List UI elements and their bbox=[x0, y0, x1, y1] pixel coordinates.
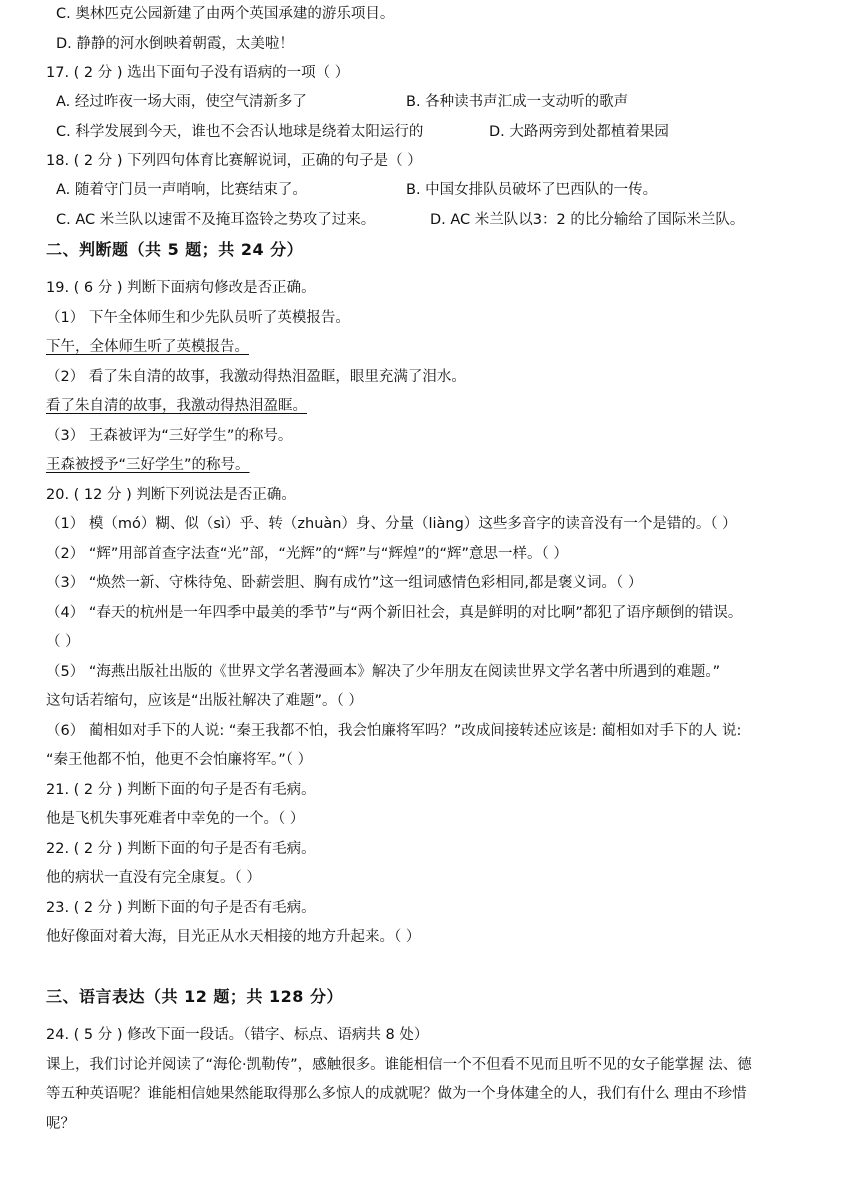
q23-header: 23. ( 2 分 ) 判断下面的句子是否有毛病。 bbox=[46, 900, 316, 916]
q16-option-d: D. 静静的河水倒映着朝霞，太美啦！ bbox=[56, 36, 294, 52]
q19-item-3-revision: 王森被授予“三好学生”的称号。 bbox=[46, 457, 250, 473]
q17-option-c: C. 科学发展到今天，谁也不会否认地球是绕着太阳运行的 bbox=[56, 124, 424, 140]
q20-header: 20. ( 12 分 ) 判断下列说法是否正确。 bbox=[46, 487, 296, 503]
q24-paragraph-line-2: 等五种英语呢？谁能相信她果然能取得那么多惊人的成就呢？做为一个身体建全的人，我们有什么 理由不珍惜 bbox=[46, 1086, 747, 1102]
q18-header: 18. ( 2 分 ) 下列四句体育比赛解说词，正确的句子是（ ） bbox=[46, 153, 422, 169]
q20-item-6: （6） 蔺相如对手下的人说: “秦王我都不怕，我会怕廉将军吗？”改成间接转述应该是: 蔺相如对手下的人 说: bbox=[46, 723, 742, 739]
q23-sentence: 他好像面对着大海，目光正从水天相接的地方升起来。（ ） bbox=[46, 929, 421, 945]
section-3-title: 三、语言表达（共 12 题；共 128 分） bbox=[46, 987, 343, 1006]
q24-header: 24. ( 5 分 ) 修改下面一段话。（错字、标点、语病共 8 处） bbox=[46, 1027, 429, 1043]
q22-header: 22. ( 2 分 ) 判断下面的句子是否有毛病。 bbox=[46, 841, 316, 857]
q20-item-4-continued: （ ） bbox=[46, 634, 80, 650]
q20-item-2: （2） “辉”用部首查字法查“光”部，“光辉”的“辉”与“辉煌”的“辉”意思一样。（ ） bbox=[46, 546, 568, 562]
q20-item-3: （3） “焕然一新、守株待兔、卧薪尝胆、胸有成竹”这一组词感情色彩相同,都是褒义词。（ ） bbox=[46, 575, 643, 591]
q19-item-2: （2） 看了朱自清的故事，我激动得热泪盈眶，眼里充满了泪水。 bbox=[46, 369, 466, 385]
q19-header: 19. ( 6 分 ) 判断下面病句修改是否正确。 bbox=[46, 280, 316, 296]
q20-item-6-continued: “秦王他都不怕，他更不会怕廉将军。”（ ） bbox=[46, 752, 313, 768]
section-2-title: 二、判断题（共 5 题；共 24 分） bbox=[46, 240, 304, 259]
q21-header: 21. ( 2 分 ) 判断下面的句子是否有毛病。 bbox=[46, 782, 316, 798]
q21-sentence: 他是飞机失事死难者中幸免的一个。（ ） bbox=[46, 811, 305, 827]
q16-option-c: C. 奥林匹克公园新建了由两个英国承建的游乐项目。 bbox=[56, 6, 395, 22]
q20-item-1: （1） 模（mó）糊、似（sì）乎、转（zhuàn）身、分量（liàng）这些多音字的读音没有一个是错的。（ ） bbox=[46, 516, 737, 532]
q20-item-5-continued: 这句话若缩句，应该是“出版社解决了难题”。（ ） bbox=[46, 693, 363, 709]
q20-item-4: （4） “春天的杭州是一年四季中最美的季节”与“两个新旧社会，真是鲜明的对比啊”都犯了语序颠倒的错误。 bbox=[46, 605, 743, 621]
q24-paragraph-line-1: 课上，我们讨论并阅读了“海伦·凯勒传”，感触很多。谁能相信一个不但看不见而且听不见的女子能掌握 法、德 bbox=[46, 1057, 752, 1073]
q17-option-b: B. 各种读书声汇成一支动听的歌声 bbox=[406, 94, 629, 110]
q18-option-a: A. 随着守门员一声哨响，比赛结束了。 bbox=[56, 182, 307, 198]
q18-option-d: D. AC 米兰队以3：2 的比分输给了国际米兰队。 bbox=[430, 212, 745, 228]
q19-item-1: （1） 下午全体师生和少先队员听了英模报告。 bbox=[46, 310, 350, 326]
q20-item-5: （5） “海燕出版社出版的《世界文学名著漫画本》解决了少年朋友在阅读世界文学名著中所遇到的难题。” bbox=[46, 664, 721, 680]
q18-option-b: B. 中国女排队员破坏了巴西队的一传。 bbox=[406, 182, 658, 198]
q19-item-1-revision: 下午，全体师生听了英模报告。 bbox=[46, 339, 249, 355]
q24-paragraph-line-3: 呢？ bbox=[46, 1116, 75, 1132]
q18-option-c: C. AC 米兰队以速雷不及掩耳盗铃之势攻了过来。 bbox=[56, 212, 376, 228]
q17-option-a: A. 经过昨夜一场大雨，使空气清新多了 bbox=[56, 94, 307, 110]
q19-item-3: （3） 王森被评为“三好学生”的称号。 bbox=[46, 428, 293, 444]
q22-sentence: 他的病状一直没有完全康复。（ ） bbox=[46, 870, 261, 886]
q17-option-d: D. 大路两旁到处都植着果园 bbox=[489, 124, 669, 140]
q19-item-2-revision: 看了朱自清的故事，我激动得热泪盈眶。 bbox=[46, 398, 307, 414]
q17-header: 17. ( 2 分 ) 选出下面句子没有语病的一项（ ） bbox=[46, 65, 350, 81]
